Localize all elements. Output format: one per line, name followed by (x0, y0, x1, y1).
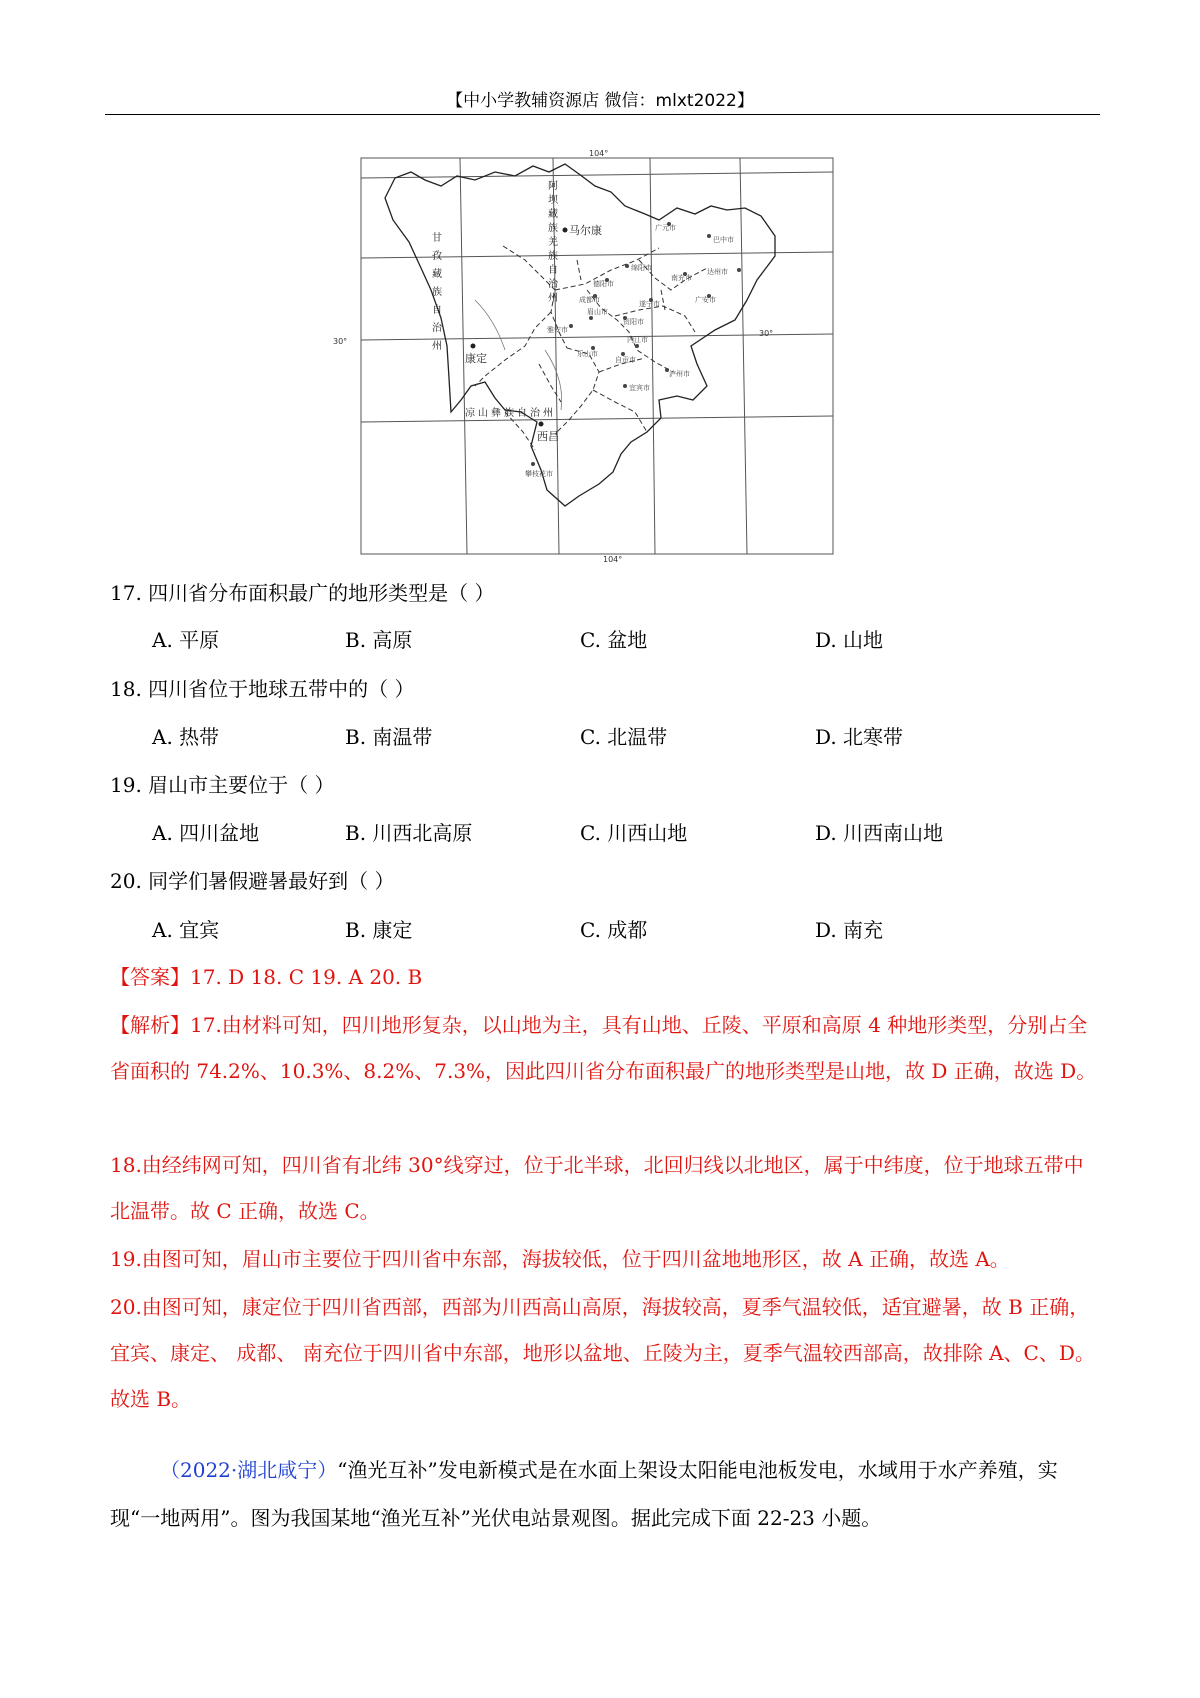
q20-option-d: D. 南充 (815, 918, 884, 942)
label-zigong: 自贡市 (615, 356, 636, 364)
q20-option-a: A. 宜宾 (152, 918, 220, 942)
page-header: 【中小学教辅资源店 微信：mlxt2022】 (446, 91, 754, 111)
label-deyang: 德阳市 (593, 280, 614, 288)
label-suining: 遂宁市 (639, 300, 660, 308)
label-dazhou: 达州市 (707, 268, 728, 276)
label-neijiang: 内江市 (627, 336, 648, 344)
label-ziyang: 资阳市 (623, 318, 644, 326)
question-18-stem: 18. 四川省位于地球五带中的（ ） (110, 677, 415, 701)
label-liangshan: 凉山彝族自治州 (465, 408, 556, 419)
question-19-stem: 19. 眉山市主要位于（ ） (110, 773, 335, 797)
label-leshan: 乐山市 (577, 350, 598, 358)
q18-option-d: D. 北寒带 (815, 725, 904, 749)
q18-option-a: A. 热带 (152, 725, 220, 749)
label-panzhihua: 攀枝花市 (525, 470, 553, 478)
answer-line: 【答案】17. D 18. C 19. A 20. B (110, 965, 423, 989)
q20-option-c: C. 成都 (580, 918, 648, 942)
q19-option-c: C. 川西山地 (580, 821, 688, 845)
label-mianyang: 绵阳市 (631, 264, 652, 272)
analysis-20: 20.由图可知，康定位于四川省西部，西部为川西高山高原，海拔较高，夏季气温较低，适宜避暑，故 B 正确，宜宾、康定、 成都、 南充位于四川省中东部，地形以盆地、丘陵为主，夏季气温较西部高，故排除 A、C、D。故选 B。 (110, 1295, 1095, 1411)
source-tag: （2022·湖北咸宁） (160, 1458, 338, 1482)
label-meishan: 眉山市 (587, 308, 608, 316)
label-yibin: 宜宾市 (629, 384, 650, 392)
label-yaan: 雅安市 (547, 326, 568, 334)
label-chengdu: 成都市 (579, 296, 600, 304)
q20-option-b: B. 康定 (345, 918, 413, 942)
q17-option-b: B. 高原 (345, 628, 413, 652)
label-xichang: 西昌 (537, 430, 559, 443)
q19-option-d: D. 川西南山地 (815, 821, 944, 845)
sichuan-map (333, 149, 835, 564)
label-maerkang: 马尔康 (569, 224, 602, 237)
lat-label-right: 30° (759, 329, 774, 338)
analysis-19: 19.由图可知，眉山市主要位于四川省中东部，海拔较低，位于四川盆地地形区，故 A 正确，故选 A。 (110, 1247, 1010, 1271)
analysis-18: 18.由经纬网可知，四川省有北纬 30°线穿过，位于北半球，北回归线以北地区，属于中纬度，位于地球五带中北温带。故 C 正确，故选 C。 (110, 1153, 1084, 1223)
lon-label-bottom: 104° (603, 555, 623, 564)
q17-option-c: C. 盆地 (580, 628, 648, 652)
label-kangding: 康定 (465, 352, 487, 365)
q17-option-a: A. 平原 (152, 628, 220, 652)
q19-option-a: A. 四川盆地 (152, 821, 260, 845)
analysis-17: 【解析】17.由材料可知，四川地形复杂，以山地为主，具有山地、丘陵、平原和高原 4 种地形类型，分别占全省面积的 74.2%、10.3%、8.2%、7.3%，因此四川省分布面积最广的地形类型是山地，故 D 正确，故选 D。 (110, 1013, 1097, 1083)
lon-label-top: 104° (589, 149, 609, 158)
label-nanchong: 南充市 (671, 274, 692, 282)
next-question-intro (110, 1446, 1100, 1542)
question-20-stem: 20. 同学们暑假避暑最好到（ ） (110, 869, 395, 893)
header-divider (105, 114, 1100, 115)
label-bazhong: 巴中市 (713, 236, 734, 244)
label-guangan: 广安市 (695, 296, 716, 304)
label-aba: 阿坝藏族羌族自治州 (545, 180, 557, 306)
label-ganzi: 甘孜藏族自治州 (429, 232, 441, 358)
intro-text: “渔光互补”发电新模式是在水面上架设太阳能电池板发电，水域用于水产养殖，实现“一地两用”。图为我国某地“渔光互补”光伏电站景观图。据此完成下面 22-23 小题。 (110, 1458, 1058, 1530)
label-guangyuan: 广元市 (655, 224, 676, 232)
lat-label-left: 30° (333, 337, 348, 346)
q19-option-b: B. 川西北高原 (345, 821, 473, 845)
q17-option-d: D. 山地 (815, 628, 884, 652)
label-luzhou: 泸州市 (669, 370, 690, 378)
question-17-stem: 17. 四川省分布面积最广的地形类型是（ ） (110, 581, 495, 605)
q18-option-c: C. 北温带 (580, 725, 668, 749)
q18-option-b: B. 南温带 (345, 725, 433, 749)
